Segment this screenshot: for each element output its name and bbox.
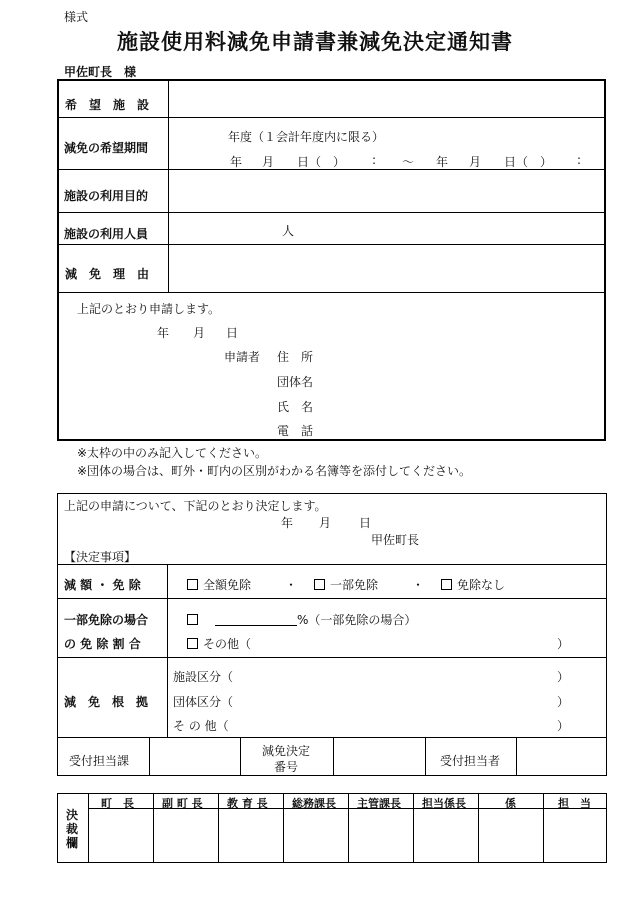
- page-title: 施設使用料減免申請書兼減免決定通知書: [117, 30, 513, 54]
- percent-input[interactable]: [215, 613, 297, 626]
- basis-other-close: ）: [557, 719, 570, 733]
- ratio-label-2: の 免 除 割 合: [64, 637, 141, 651]
- form-number-label: 様式: [64, 10, 89, 24]
- decision-number-label-2: 番号: [274, 760, 299, 774]
- period-end-colon: :: [577, 153, 582, 167]
- period-end-month: 月: [469, 155, 482, 169]
- period-start-year: 年: [230, 155, 243, 169]
- approval-label-char-2: 裁: [66, 822, 79, 836]
- field-purpose[interactable]: [170, 170, 606, 211]
- ratio-other-close: ）: [557, 637, 570, 651]
- period-end-day: 日（ ）: [504, 155, 553, 169]
- period-tilde: ～: [402, 155, 415, 169]
- period-start-colon: :: [372, 153, 377, 167]
- label-purpose: 施設の利用目的: [64, 189, 149, 203]
- period-start-day: 日（ ）: [297, 155, 346, 169]
- period-start-month: 月: [262, 155, 275, 169]
- period-end-year: 年: [436, 155, 449, 169]
- decision-number-label-1: 減免決定: [262, 744, 311, 758]
- ratio-other-label: その他（: [203, 637, 252, 651]
- decision-date-month: 月: [319, 516, 332, 530]
- checkbox-none[interactable]: [441, 579, 452, 590]
- label-period: 減免の希望期間: [64, 141, 149, 155]
- approval-header-deputy-mayor: 副 町 長: [162, 797, 203, 810]
- option-full-exemption[interactable]: [187, 576, 251, 593]
- option-none-label: 免除なし: [457, 578, 506, 592]
- application-statement: 上記のとおり申請します。: [77, 302, 221, 316]
- basis-group-close: ）: [557, 695, 570, 709]
- group-label: 団体名: [277, 375, 314, 389]
- checkbox-other[interactable]: [187, 638, 198, 649]
- approval-label-char-1: 決: [66, 808, 79, 822]
- field-reason[interactable]: [170, 245, 606, 291]
- note-bold-frame: ※太枠の中のみ記入してください。: [77, 446, 268, 460]
- checkbox-percent[interactable]: [187, 614, 198, 625]
- approval-label-char-3: 欄: [66, 836, 79, 850]
- application-date-day: 日: [226, 326, 239, 340]
- approval-header-general-affairs: 総務課長: [292, 797, 336, 810]
- period-fiscal-year: 年度（１会計年度内に限る）: [228, 130, 385, 144]
- basis-group: 団体区分（: [173, 695, 234, 709]
- basis-other: そ の 他（: [173, 719, 229, 733]
- applicant-label: 申請者: [224, 350, 261, 364]
- approval-header-unit-chief: 担当係長: [422, 797, 466, 810]
- approval-box: [57, 793, 607, 863]
- ratio-percent-row: [187, 611, 416, 628]
- reception-staff-label: 受付担当者: [440, 754, 501, 768]
- decision-box: [57, 493, 607, 776]
- percent-note: %（一部免除の場合）: [297, 613, 417, 627]
- people-unit: 人: [282, 224, 295, 238]
- address-label: 住 所: [277, 350, 314, 364]
- basis-label: 減 免 根 拠: [64, 695, 149, 709]
- label-reason: 減 免 理 由: [65, 267, 150, 281]
- ratio-label-1: 一部免除の場合: [64, 613, 149, 627]
- application-box: [57, 79, 606, 441]
- label-people: 施設の利用人員: [64, 227, 149, 241]
- label-facility: 希 望 施 設: [65, 98, 150, 112]
- phone-label: 電 話: [277, 424, 314, 438]
- option-separator-2: ・: [412, 578, 425, 592]
- approval-label: [66, 808, 78, 850]
- approval-header-in-charge: 担 当: [558, 797, 591, 810]
- application-date-month: 月: [193, 326, 206, 340]
- reception-dept-label: 受付担当課: [69, 754, 130, 768]
- checkbox-full[interactable]: [187, 579, 198, 590]
- decision-date-year: 年: [281, 516, 294, 530]
- decision-statement: 上記の申請について、下記のとおり決定します。: [64, 499, 327, 513]
- option-partial-label: 一部免除: [330, 578, 379, 592]
- field-facility[interactable]: [170, 82, 606, 116]
- basis-facility: 施設区分（: [173, 670, 234, 684]
- note-group-roster: ※団体の場合は、町外・町内の区別がわかる名簿等を添付してください。: [77, 464, 472, 478]
- reduction-label: 減 額 ・ 免 除: [64, 578, 141, 592]
- option-separator-1: ・: [285, 578, 298, 592]
- approval-header-superintendent: 教 育 長: [227, 797, 268, 810]
- approval-header-mayor: 町 長: [101, 797, 134, 810]
- option-full-label: 全額免除: [203, 578, 252, 592]
- approval-header-section-chief: 主管課長: [357, 797, 401, 810]
- name-label: 氏 名: [277, 400, 314, 414]
- decision-mayor: 甲佐町長: [371, 533, 420, 547]
- matters-header: 【決定事項】: [64, 550, 137, 564]
- ratio-other-row: [187, 635, 251, 652]
- decision-date-day: 日: [359, 516, 372, 530]
- option-no-exemption[interactable]: [441, 576, 505, 593]
- approval-header-staff: 係: [505, 797, 516, 810]
- application-date-year: 年: [157, 326, 170, 340]
- addressee: 甲佐町長 様: [64, 65, 137, 79]
- basis-facility-close: ）: [557, 670, 570, 684]
- checkbox-partial[interactable]: [314, 579, 325, 590]
- option-partial-exemption[interactable]: [314, 576, 378, 593]
